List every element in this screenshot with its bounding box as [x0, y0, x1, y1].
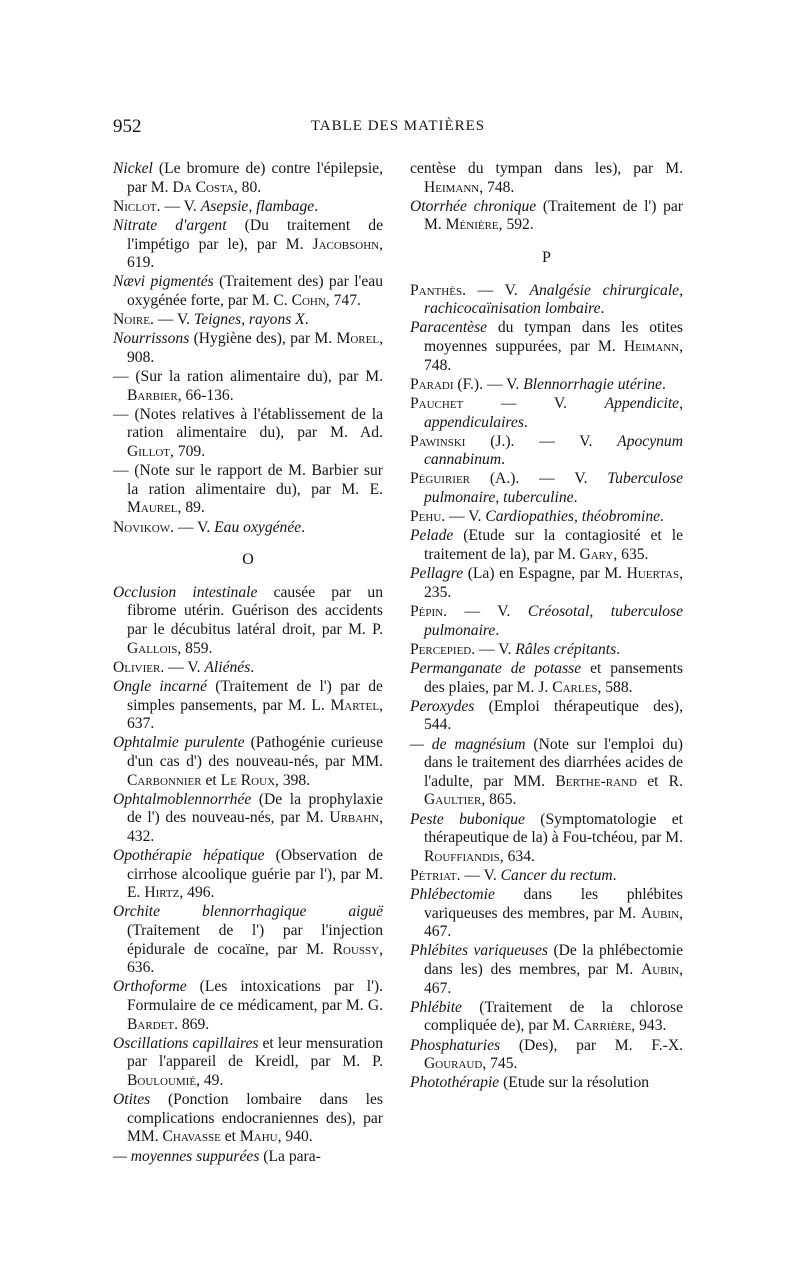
left-column: [113, 160, 383, 1167]
index-entry: Opothérapie hépatique (Observation de cirrhose alcoolique guérie par l'), par M. E. Hirtz, 496.: [113, 847, 383, 902]
index-entry: Pépin. — V. Créosotal, tuberculose pulmonaire.: [410, 603, 683, 639]
index-entry: Pehu. — V. Cardiopathies, théobromine.: [410, 508, 664, 526]
right-column: [410, 160, 683, 1094]
index-entry: Panthès. — V. Analgésie chirurgicale, rachicocaïnisation lombaire.: [410, 281, 684, 318]
index-entry: Permanganate de potasse et pansements des plaies, par M. J. Carles, 588.: [410, 659, 683, 696]
index-entry: Otites (Ponction lombaire dans les complications endocraniennes des), par MM. Chavasse et Mahu, 940.: [113, 1091, 383, 1146]
index-entry: Pellagre (La) en Espagne, par M. Huertas, 235.: [410, 565, 683, 601]
index-entry: — de magnésium (Note sur l'emploi du) dans le traitement des diarrhées acides de l'adulte, par MM. Berthe-rand et R. Gaultier, 865.: [410, 735, 683, 809]
index-entry: Photothérapie (Etude sur la résolution: [410, 1074, 650, 1092]
index-entry: Percepied. — V. Râles crépitants.: [410, 640, 621, 658]
index-entry: Oscillations capillaires et leur mensuration par l'appareil de Kreidl, par M. P. Bouloumié, 49.: [113, 1034, 383, 1089]
index-entry: Nourrissons (Hygiène des), par M. Morel, 908.: [113, 330, 383, 366]
index-entry: — (Notes relatives à l'établissement de la ration alimentaire du), par M. Ad. Gillot, 709.: [113, 405, 383, 461]
index-entry: Novikow. — V. Eau oxygénée.: [113, 518, 306, 536]
index-entry: Occlusion intestinale causée par un fibrome utérin. Guérison des accidents par le décubitus latéral droit, par M. P. Gallois, 859.: [113, 583, 383, 657]
index-entry: Peste bubonique (Symptomatologie et thérapeutique de la) à Fou-tchéou, par M. Rouffiandis, 634.: [410, 810, 683, 865]
running-title: TABLE DES MATIÈRES: [310, 118, 486, 134]
index-entry: Olivier. — V. Aliénés.: [113, 658, 255, 676]
index-entry: Orthoforme (Les intoxications par l'). Formulaire de ce médicament, par M. G. Bardet. 869.: [113, 978, 383, 1033]
index-entry: Otorrhée chronique (Traitement de l') par M. Ménière, 592.: [410, 197, 684, 234]
index-entry: Phlébites variqueuses (De la phlébectomie dans les) des membres, par M. Aubin, 467.: [410, 942, 683, 997]
section-letter-p: P: [542, 248, 551, 266]
index-entry: Pelade (Etude sur la contagiosité et le traitement de la), par M. Gary, 635.: [410, 527, 683, 564]
index-entry: Peroxydes (Emploi thérapeutique des), 544.: [410, 697, 683, 734]
index-entry: — moyennes suppurées (La para-: [113, 1147, 321, 1165]
index-entry: Phlébectomie dans les phlébites variqueuses des membres, par M. Aubin, 467.: [410, 886, 683, 941]
index-entry: Orchite blennorrhagique aiguë (Traitement de l') par l'injection épidurale de cocaïne, par M. Roussy, 636.: [113, 903, 383, 977]
index-entry: Ophtalmie purulente (Pathogénie curieuse d'un cas d') des nouveau-nés, par MM. Carbonnier et Le Roux, 398.: [113, 734, 384, 789]
page-header: [113, 116, 683, 140]
index-entry: Noire. — V. Teignes, rayons X.: [113, 311, 309, 329]
index-entry: Paradi (F.). — V. Blennorrhagie utérine.: [410, 375, 666, 393]
index-entry: Nævi pigmentés (Traitement des) par l'eau oxygénée forte, par M. C. Cohn, 747.: [113, 273, 383, 309]
index-entry: Pétriat. — V. Cancer du rectum.: [410, 866, 617, 884]
index-entry: Nickel (Le bromure de) contre l'épilepsie, par M. Da Costa, 80.: [113, 160, 383, 196]
index-entry: Phlébite (Traitement de la chlorose compliquée de), par M. Carrière, 943.: [410, 998, 683, 1035]
index-entry: Paracentèse du tympan dans les otites moyennes suppurées, par M. Heimann, 748.: [410, 319, 683, 374]
index-entry: Pauchet — V. Appendicite, appendiculaires.: [410, 394, 683, 431]
index-entry: Ophtalmoblennorrhée (De la prophylaxie de l') des nouveau-nés, par M. Urbahn, 432.: [113, 790, 383, 845]
index-entry: — (Sur la ration alimentaire du), par M. Barbier, 66-136.: [113, 368, 383, 404]
index-entry: — (Note sur le rapport de M. Barbier sur la ration alimentaire du), par M. E. Maurel, 89.: [113, 462, 383, 517]
index-entry: Niclot. — V. Asepsie, flambage.: [113, 197, 319, 215]
index-entry: Ongle incarné (Traitement de l') par de simples pansements, par M. L. Martel, 637.: [113, 677, 383, 733]
index-entry: Phosphaturies (Des), par M. F.-X. Gouraud, 745.: [410, 1036, 683, 1073]
index-entry: centèse du tympan dans les), par M. Heimann, 748.: [410, 160, 683, 196]
index-entry: Péguirier (A.). — V. Tuberculose pulmonaire, tuberculine.: [410, 470, 683, 507]
index-entry: Nitrate d'argent (Du traitement de l'impétigo par le), par M. Jacobsohn, 619.: [113, 216, 383, 272]
section-letter-o: O: [242, 551, 254, 569]
page-number: 952: [113, 116, 142, 137]
index-entry: Pawinski (J.). — V. Apocynum cannabinum.: [410, 432, 683, 469]
